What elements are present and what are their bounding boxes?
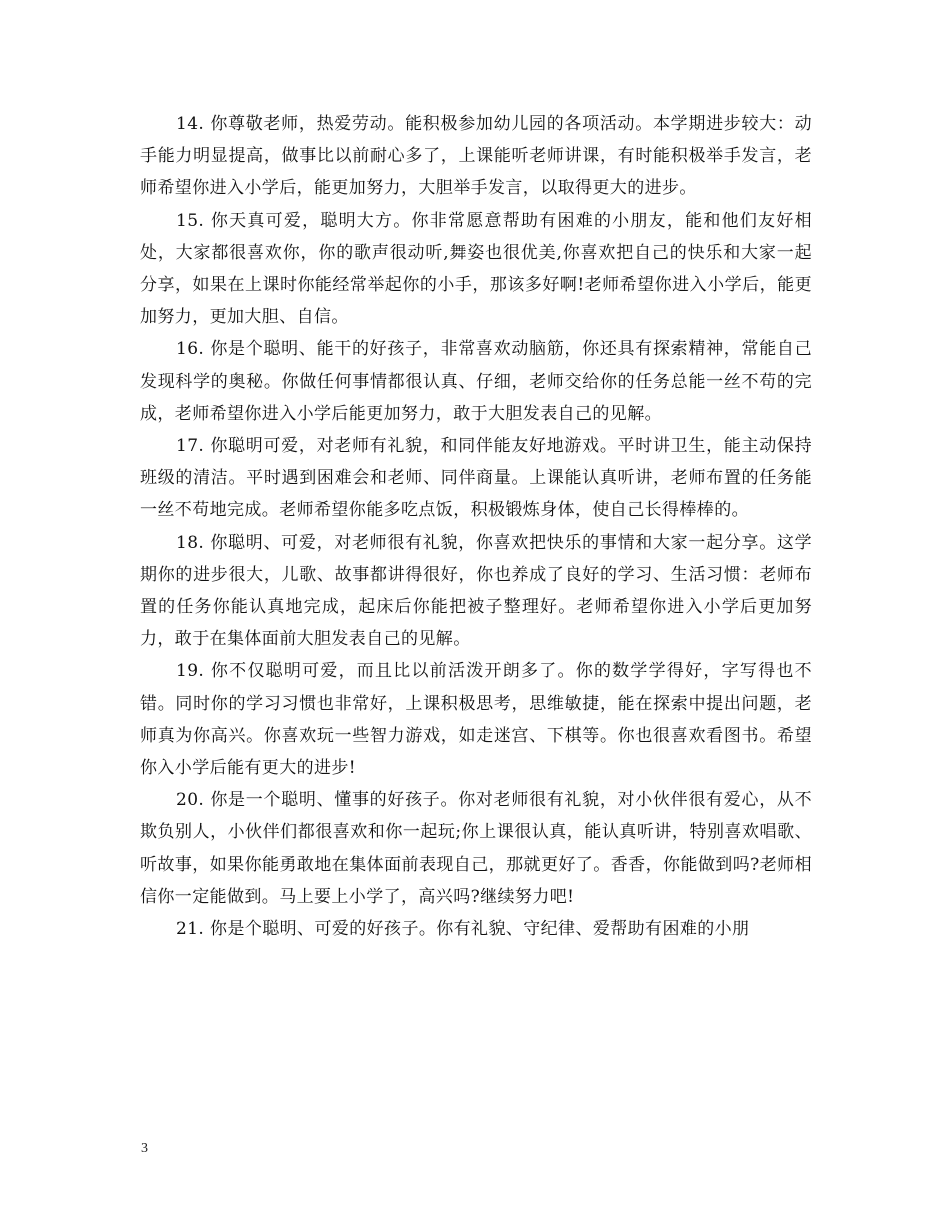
document-body (140, 108, 812, 945)
paragraph-21: 21. 你是个聪明、可爱的好孩子。你有礼貌、守纪律、爱帮助有困难的小朋 (176, 919, 750, 940)
page-number: 3 (141, 1141, 148, 1156)
paragraph-14: 14. 你尊敬老师，热爱劳动。能积极参加幼儿园的各项活动。本学期进步较大：动手能力明显提高，做事比以前耐心多了，上课能听老师讲课，有时能积极举手发言，老师希望你进入小学后，能更加努力，大胆举手发言，以取得更大的进步。 (140, 114, 812, 199)
paragraph-16: 16. 你是个聪明、能干的好孩子，非常喜欢动脑筋，你还具有探索精神，常能自己发现科学的奥秘。你做任何事情都很认真、仔细，老师交给你的任务总能一丝不苟的完成，老师希望你进入小学后能更加努力，敢于大胆发表自己的见解。 (140, 339, 812, 424)
paragraph-20: 20. 你是一个聪明、懂事的好孩子。你对老师很有礼貌，对小伙伴很有爱心，从不欺负别人，小伙伴们都很喜欢和你一起玩;你上课很认真，能认真听讲，特别喜欢唱歌、听故事，如果你能勇敢地在集体面前表现自己，那就更好了。香香，你能做到吗?老师相信你一定能做到。马上要上小学了，高兴吗?继续努力吧! (140, 790, 812, 907)
paragraph-18: 18. 你聪明、可爱，对老师很有礼貌，你喜欢把快乐的事情和大家一起分享。这学期你的进步很大，儿歌、故事都讲得很好，你也养成了良好的学习、生活习惯：老师布置的任务你能认真地完成，起床后你能把被子整理好。老师希望你进入小学后更加努力，敢于在集体面前大胆发表自己的见解。 (140, 532, 812, 650)
paragraph-17: 17. 你聪明可爱，对老师有礼貌，和同伴能友好地游戏。平时讲卫生，能主动保持班级的清洁。平时遇到困难会和老师、同伴商量。上课能认真听讲，老师布置的任务能一丝不苟地完成。老师希望你能多吃点饭，积极锻炼身体，使自己长得棒棒的。 (140, 436, 812, 521)
paragraph-15: 15. 你天真可爱，聪明大方。你非常愿意帮助有困难的小朋友，能和他们友好相处，大家都很喜欢你，你的歌声很动听,舞姿也很优美,你喜欢把自己的快乐和大家一起分享，如果在上课时你能经常举起你的小手，那该多好啊!老师希望你进入小学后，能更加努力，更加大胆、自信。 (140, 210, 812, 328)
paragraph-19: 19. 你不仅聪明可爱，而且比以前活泼开朗多了。你的数学学得好，字写得也不错。同时你的学习习惯也非常好，上课积极思考，思维敏捷，能在探索中提出问题，老师真为你高兴。你喜欢玩一些智力游戏，如走迷宫、下棋等。你也很喜欢看图书。希望你入小学后能有更大的进步! (140, 661, 812, 779)
